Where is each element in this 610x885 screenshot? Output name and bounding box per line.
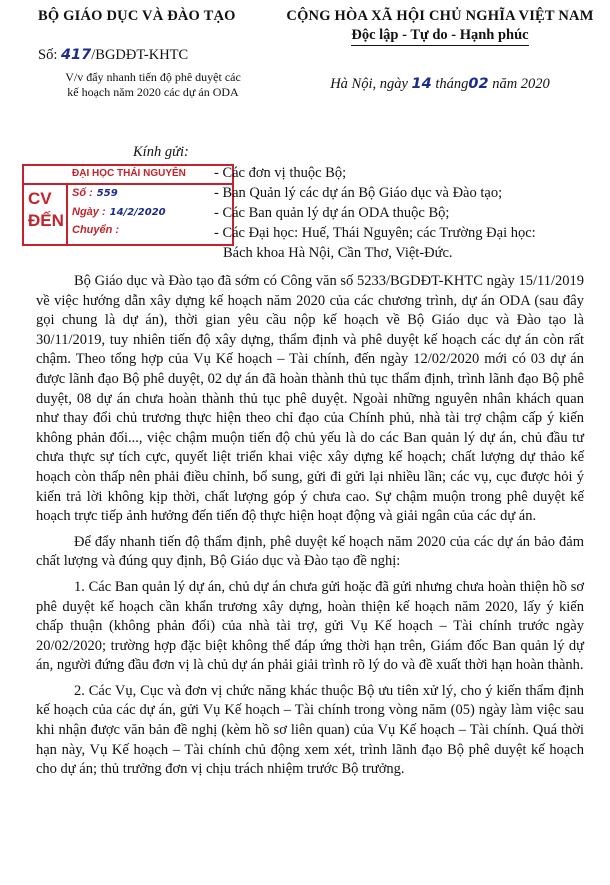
stamp-ngay-row xyxy=(72,206,166,218)
date-line xyxy=(270,76,610,93)
letter-body xyxy=(36,272,584,780)
document-number xyxy=(38,47,268,64)
date-place: Hà Nội, ngày xyxy=(330,76,408,92)
doc-number-suffix: /BGDĐT-KHTC xyxy=(91,47,189,63)
stamp-cv-den xyxy=(28,188,64,232)
subject-line-1: V/v đẩy nhanh tiến độ phê duyệt các xyxy=(65,70,241,84)
recipient-item: - Các Ban quản lý dự án ODA thuộc Bộ; xyxy=(214,205,450,221)
date-year: năm 2020 xyxy=(492,76,550,92)
body-paragraph: Bộ Giáo dục và Đào tạo đã sớm có Công văn số 5233/BGDĐT-KHTC ngày 15/11/2019 về việc hướng dẫn xây dựng kế hoạch năm 2020 của các chương trình, dự án ODA (sau đây gọi chung là dự án), thời gian yêu cầu nộp kế hoạch về Bộ Giáo dục và Đào tạo là 30/11/2019, tuy nhiên tiến độ xây dựng, thẩm định và phê duyệt kế hoạch các dự án còn rất chậm. Theo tổng hợp của Vụ Kế hoạch – Tài chính, đến ngày 12/02/2020 mới có 03 dự án được lãnh đạo Bộ phê duyệt, 02 dự án đã hoàn thành thủ tục thẩm định, trình lãnh đạo Bộ phê duyệt, 08 dự án chưa hoàn thành thủ tục phê duyệt. Ngoài những nguyên nhân khách quan như thay đổi chủ trương thực hiện theo chỉ đạo của Chính phủ, nhà tài trợ chậm cấp ý kiến không phản đối..., việc chậm muộn tiến độ chủ yếu là do các Ban quản lý dự án, chủ đầu tư chưa thực sự tích cực, quyết liệt triển khai việc xây dựng kế hoạch; chất lượng dự thảo kế hoạch còn thấp nên phải điều chỉnh, bổ sung, gửi đi gửi lại nhiều lần; các vụ, cục được hỏi ý kiến trả lời không kịp thời, chất lượng góp ý chưa cao. Sự chậm muộn trong phê duyệt kế hoạch trực tiếp ảnh hưởng đến tiến độ thực hiện hoạt động và giải ngân của các dự án. xyxy=(36,273,584,525)
stamp-cv: CV xyxy=(28,189,52,208)
stamp-so-row xyxy=(72,187,118,199)
date-month-label: tháng xyxy=(435,76,469,92)
stamp-chuyen-row xyxy=(72,224,123,236)
stamp-den: ĐẾN xyxy=(28,211,64,230)
date-month-handwritten: 02 xyxy=(468,76,489,92)
national-motto: Độc lập - Tự do - Hạnh phúc xyxy=(351,27,528,46)
date-day-handwritten: 14 xyxy=(411,76,432,92)
recipient-item: - Các Đại học: Huế, Thái Nguyên; các Trường Đại học: xyxy=(214,225,536,241)
stamp-ngay-label: Ngày : xyxy=(72,206,106,218)
subject-line-2: kế hoạch năm 2020 các dự án ODA xyxy=(67,85,239,99)
ministry-name: BỘ GIÁO DỤC VÀ ĐÀO TẠO xyxy=(38,8,236,24)
stamp-so-label: Số : xyxy=(72,187,93,199)
issuer-block xyxy=(38,8,268,100)
recipient-item-continuation: Bách khoa Hà Nội, Cần Thơ, Việt-Đức. xyxy=(223,245,453,261)
recipient-item: - Ban Quản lý các dự án Bộ Giáo dục và Đào tạo; xyxy=(214,185,503,201)
body-paragraph: 2. Các Vụ, Cục và đơn vị chức năng khác thuộc Bộ ưu tiên xử lý, cho ý kiến thẩm định kế hoạch của các dự án, gửi Vụ Kế hoạch – Tài chính trong vòng năm (05) ngày làm việc sau khi nhận được văn bản đề nghị (kèm hồ sơ liên quan) của Vụ Kế hoạch – Tài chính. Quá thời hạn này, Vụ Kế hoạch – Tài chính chủ động xem xét, trình lãnh đạo Bộ phê duyệt kế hoạch cho dự án; thủ trưởng đơn vị chịu trách nhiệm trước Bộ trưởng. xyxy=(36,682,584,778)
subject-line xyxy=(38,70,268,100)
nation-title: CỘNG HÒA XÃ HỘI CHỦ NGHĨA VIỆT NAM xyxy=(286,8,594,24)
doc-number-prefix: Số: xyxy=(38,47,58,63)
stamp-so-value: 559 xyxy=(96,188,118,199)
stamp-chuyen-label: Chuyển : xyxy=(72,224,120,236)
body-paragraph: 1. Các Ban quản lý dự án, chủ dự án chưa gửi hoặc đã gửi nhưng chưa hoàn thiện hồ sơ phê duyệt kế hoạch cần khẩn trương xây dựng, hoàn thiện kế hoạch năm 2020, lấy ý kiến chấp thuận (không phản đối) của nhà tài trợ, gửi Vụ Kế hoạch – Tài chính trước ngày 20/02/2020; trường hợp đặc biệt không thể đáp ứng thời hạn trên, Giám đốc Ban quản lý dự án, người đứng đầu đơn vị là chủ dự án phải giải trình rõ lý do và đề xuất thời hạn hoàn thành. xyxy=(36,578,584,674)
stamp-institution: ĐẠI HỌC THÁI NGUYÊN xyxy=(72,168,186,179)
greeting: Kính gửi: xyxy=(133,144,189,160)
stamp-vertical-divider xyxy=(66,184,68,244)
stamp-ngay-value: 14/2/2020 xyxy=(109,207,166,218)
recipient-item: - Các đơn vị thuộc Bộ; xyxy=(214,165,347,181)
received-stamp xyxy=(22,164,234,246)
body-paragraph: Để đẩy nhanh tiến độ thẩm định, phê duyệt kế hoạch năm 2020 của các dự án bảo đảm chất lượng và đúng quy định, Bộ Giáo dục và Đào tạo đề nghị: xyxy=(36,533,584,570)
doc-number-handwritten: 417 xyxy=(60,47,92,63)
stamp-divider xyxy=(24,183,232,185)
national-header xyxy=(270,8,610,93)
recipient-list xyxy=(214,163,536,263)
